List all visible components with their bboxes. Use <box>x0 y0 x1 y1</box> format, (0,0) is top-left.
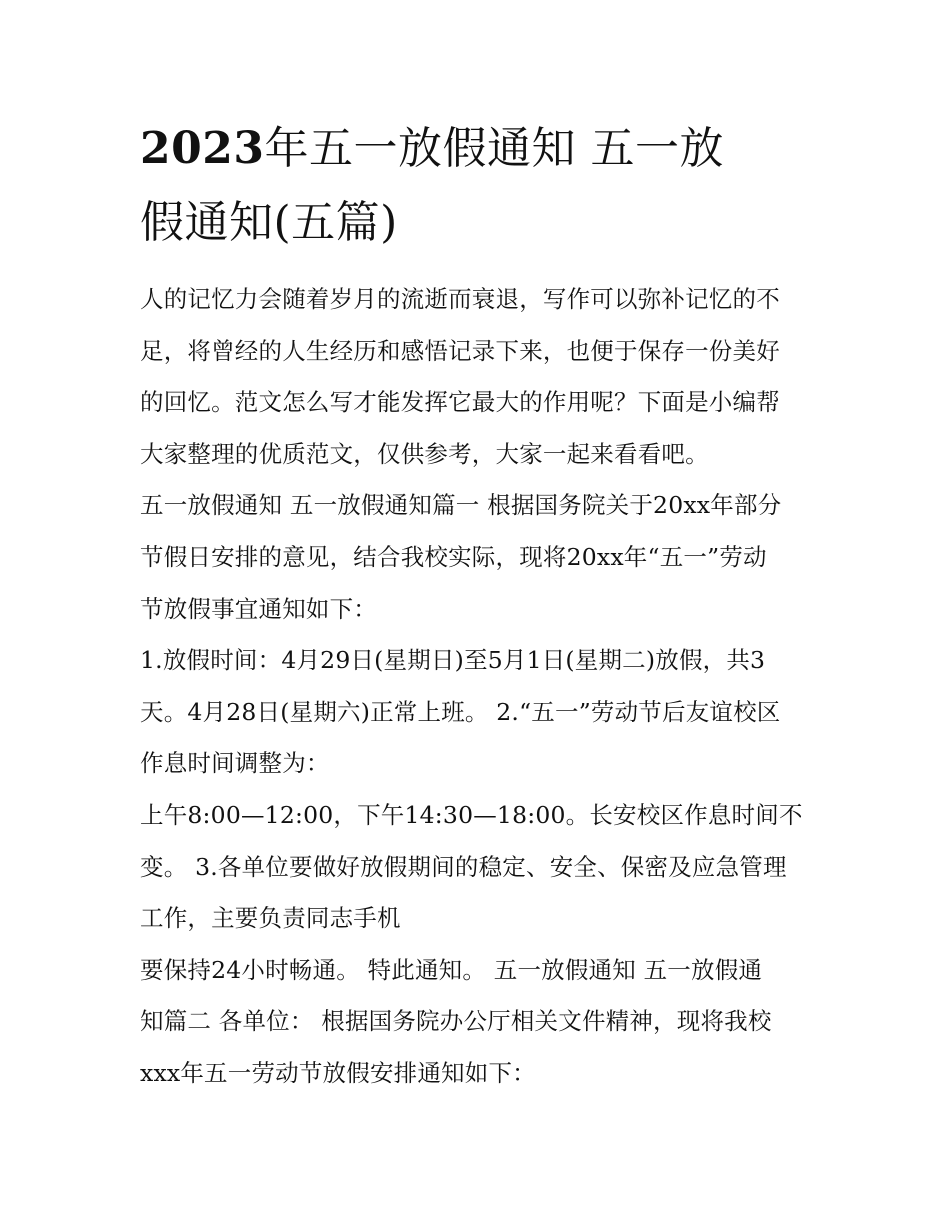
body-line: 工作，主要负责同志手机 <box>140 904 401 933</box>
document-title <box>140 112 812 260</box>
title-line <box>140 112 812 186</box>
body-line: 大家整理的优质范文，仅供参考，大家一起来看看吧。 <box>140 439 709 468</box>
body-line: 作息时间调整为： <box>140 749 330 778</box>
body-line: 的回忆。范文怎么写才能发挥它最大的作用呢？下面是小编帮 <box>140 388 780 417</box>
title-text: 年五一放假通知 五一放 <box>264 123 724 174</box>
body-line: 变。 3.各单位要做好放假期间的稳定、安全、保密及应急管理 <box>140 852 787 881</box>
body-line: 1.放假时间：4月29日(星期日)至5月1日(星期二)放假，共3 <box>140 646 766 675</box>
title-line <box>140 186 812 260</box>
title-text: 假通知(五篇) <box>140 197 398 248</box>
body-line: xxx年五一劳动节放假安排通知如下： <box>140 1058 536 1087</box>
body-line: 知篇二 各单位： 根据国务院办公厅相关文件精神，现将我校 <box>140 1007 772 1036</box>
body-line: 上午8:00—12:00，下午14:30—18:00。长安校区作息时间不 <box>140 800 803 829</box>
body-line: 要保持24小时畅通。 特此通知。 五一放假通知 五一放假通 <box>140 955 763 984</box>
document-body <box>140 274 812 1100</box>
title-year: 2023 <box>140 123 265 174</box>
body-line: 足，将曾经的人生经历和感悟记录下来，也便于保存一份美好 <box>140 336 780 365</box>
document-content <box>140 112 812 1100</box>
body-line: 五一放假通知 五一放假通知篇一 根据国务院关于20xx年部分 <box>140 491 782 520</box>
body-line: 人的记忆力会随着岁月的流逝而衰退，写作可以弥补记忆的不 <box>140 285 780 313</box>
body-line: 节放假事宜通知如下： <box>140 594 377 623</box>
body-line: 节假日安排的意见，结合我校实际，现将20xx年“五一”劳动 <box>140 542 767 571</box>
body-line: 天。4月28日(星期六)正常上班。 2.“五一”劳动节后友谊校区 <box>140 697 781 726</box>
